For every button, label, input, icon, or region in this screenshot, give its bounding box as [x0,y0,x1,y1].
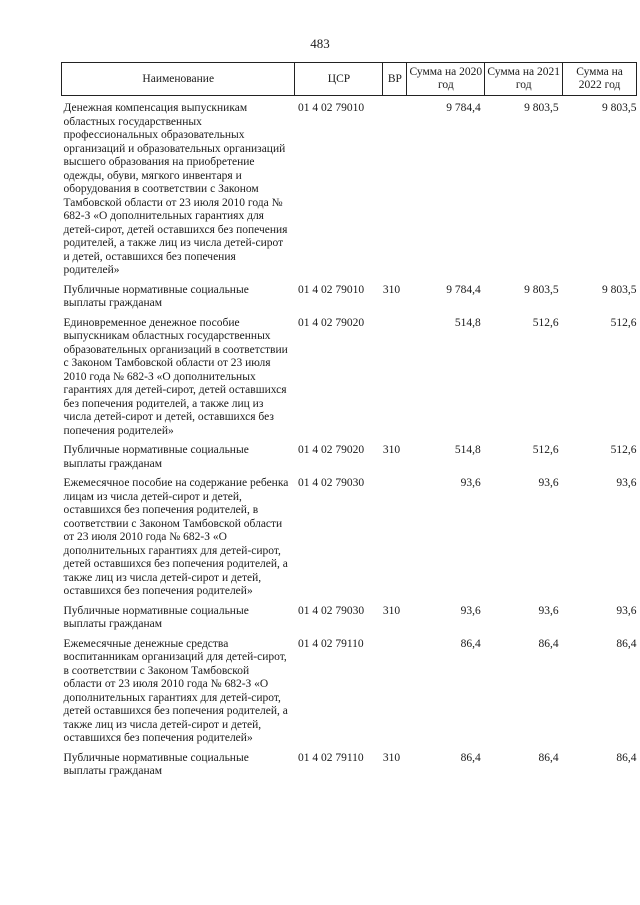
header-sum-2022: Сумма на 2022 год [563,63,637,96]
row-sum-2020: 86,4 [460,637,481,650]
row-name: Ежемесячное пособие на содержание ребенка лицам из числа детей-сирот и детей, оставшихся без попечения родителей, в соответствии с Законом Тамбовской области от 23 июля 2010 года № 682-З «О дополнительных гарантиях для детей-сирот, детей оставшихся без попечения родителей, а также лиц из числа детей-сирот и детей, оставшихся без попечения родителей» [63,477,289,597]
row-sum-2020: 93,6 [460,604,481,617]
row-sum-2020: 93,6 [460,477,481,489]
row-sum-2021: 93,6 [538,477,559,489]
row-sum-2021: 9 803,5 [524,102,559,114]
row-csr: 01 4 02 79110 [297,637,364,650]
row-sum-2022: 9 803,5 [602,102,637,114]
table-row [62,311,637,439]
row-vr [383,632,407,746]
row-sum-2021: 93,6 [538,604,559,617]
row-sum-2020: 514,8 [454,316,481,329]
row-csr: 01 4 02 79010 [297,102,365,114]
row-sum-2020: 9 784,4 [446,102,481,114]
row-sum-2021: 86,4 [538,637,559,650]
row-vr: 310 [382,444,401,456]
row-name: Единовременное денежное пособие выпускникам областных государственных образовательных организаций в соответствии с Законом Тамбовской области от 23 июля 2010 года № 682-З «О дополнительных гарантиях для детей-сирот, детей оставшихся без попечения родителей, а также лиц из числа детей-сирот и детей, оставшихся без попечения родителей» [63,316,288,437]
row-vr [383,471,407,599]
header-sum-2020: Сумма на 2020 год [407,63,485,96]
row-vr: 310 [382,283,401,296]
row-sum-2021: 512,6 [532,444,559,456]
row-name: Публичные нормативные социальные выплаты гражданам [63,751,249,777]
row-csr: 01 4 02 79020 [297,444,365,456]
row-sum-2021: 86,4 [538,751,559,764]
table-row [62,438,637,471]
row-sum-2022: 86,4 [616,637,637,650]
budget-table [61,62,637,779]
row-sum-2022: 512,6 [610,316,637,329]
row-sum-2022: 512,6 [610,444,637,456]
header-name: Наименование [62,63,295,96]
row-sum-2022: 93,6 [616,477,637,489]
row-vr: 310 [382,751,401,764]
row-sum-2020: 9 784,4 [446,283,481,296]
row-csr: 01 4 02 79110 [297,751,364,764]
table-row [62,632,637,746]
table-row [62,746,637,779]
row-name: Публичные нормативные социальные выплаты гражданам [63,604,249,630]
row-name: Ежемесячные денежные средства воспитанникам организаций для детей-сирот, в соответствии с Законом Тамбовской области от 23 июля 2010 года № 682-З «О дополнительных гарантиях для детей-сирот, детей оставшихся без попечения родителей, а также лиц из числа детей-сирот и детей, оставшихся без попечения родителей» [63,637,288,744]
row-csr: 01 4 02 79030 [297,604,365,617]
table-row [62,96,637,278]
row-vr [383,311,407,439]
header-vr: ВР [383,63,407,96]
row-sum-2020: 86,4 [460,751,481,764]
row-sum-2021: 9 803,5 [524,283,559,296]
header-sum-2021: Сумма на 2021 год [485,63,563,96]
table-header-row [62,63,637,96]
row-csr: 01 4 02 79020 [297,316,365,329]
row-sum-2021: 512,6 [532,316,559,329]
row-vr [383,96,407,278]
row-name: Публичные нормативные социальные выплаты гражданам [63,283,249,309]
row-name: Денежная компенсация выпускникам областных государственных профессиональных образовательных организаций и образовательных организаций высшего образования на приобретение одежды, обуви, мягкого инвентаря и оборудования в соответствии с Законом Тамбовской области от 23 июля 2010 года № 682-З «О дополнительных гарантиях для детей-сирот, детей оставшихся без попечения родителей, а также лиц из числа детей-сирот и детей, оставшихся без попечения родителей» [63,102,288,276]
row-sum-2022: 86,4 [616,751,637,764]
table-row [62,471,637,599]
header-csr: ЦСР [295,63,383,96]
row-name: Публичные нормативные социальные выплаты гражданам [63,444,249,470]
row-csr: 01 4 02 79010 [297,283,365,296]
table-row [62,599,637,632]
row-vr: 310 [382,604,401,617]
row-sum-2022: 9 803,5 [602,283,637,296]
page-number: 483 [310,36,330,51]
row-csr: 01 4 02 79030 [297,477,365,489]
table-row [62,278,637,311]
row-sum-2022: 93,6 [616,604,637,617]
row-sum-2020: 514,8 [454,444,481,456]
